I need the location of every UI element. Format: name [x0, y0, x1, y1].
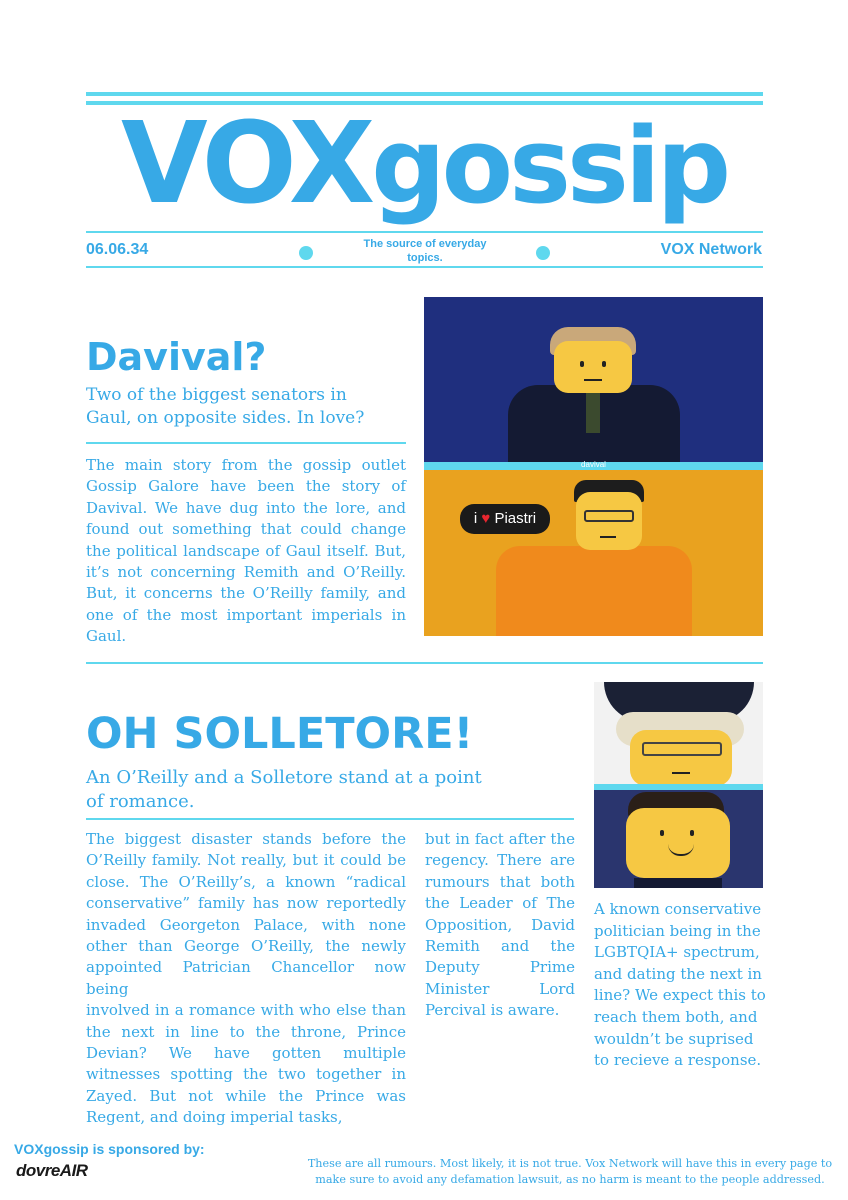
figure2-mouth — [600, 536, 616, 538]
story2-side-line: wouldn’t be suprised — [594, 1029, 754, 1048]
image-top-panel — [424, 297, 763, 462]
story2-col1-line: The biggest disaster stands before the — [86, 830, 406, 848]
story2-col1-line: the next in line to the throne, Prince — [86, 1022, 406, 1041]
story1-headline: Davival? — [86, 335, 267, 379]
top-rule-1 — [86, 92, 763, 96]
figure-eye — [602, 361, 606, 367]
story1-line: Gaul. — [86, 627, 127, 646]
story2-col2-line: Opposition, David — [425, 915, 575, 934]
story2-side-line: line? We expect this to — [594, 986, 766, 1005]
story2-deck-line1: An O’Reilly and a Solletore stand at a point — [86, 767, 482, 788]
figure4-eye — [690, 830, 694, 836]
story2-deck — [86, 766, 482, 814]
figure-tie — [586, 393, 600, 433]
figure-eye — [580, 361, 584, 367]
meta-dot-right — [536, 246, 550, 260]
image2-top-panel — [594, 682, 763, 784]
figure2-shirt — [496, 546, 692, 636]
story2-col2-line: Remith and the — [425, 937, 575, 956]
figure-head — [554, 341, 632, 393]
story2-col1 — [86, 829, 406, 1129]
story2-side-line: reach them both, and — [594, 1007, 758, 1026]
story1-line: the political landscape of Gaul itself. But, — [86, 541, 406, 560]
tagline — [350, 237, 500, 265]
network-name: VOX Network — [660, 241, 762, 258]
story2-col1-line: Devian? We have gotten multiple — [86, 1044, 406, 1063]
story2-side-line: and dating the next in — [594, 964, 762, 983]
figure4-eye — [660, 830, 664, 836]
story2-side-line: politician being in the — [594, 921, 761, 940]
story1-deck — [86, 384, 364, 430]
story1-body — [86, 455, 406, 648]
bubble-prefix: i — [473, 510, 478, 527]
story2-col1-line: involved in a romance with who else than — [86, 1001, 406, 1020]
sponsor-logo: dovreAIR — [16, 1161, 88, 1180]
disclaimer-line2: make sure to avoid any defamation lawsuit, as no harm is meant to the people addressed. — [315, 1173, 825, 1186]
story2-headline: OH SOLLETORE! — [86, 709, 474, 759]
figure4-head — [626, 808, 730, 878]
story2-col1-line: Regent, and doing imperial tasks, — [86, 1108, 343, 1127]
story2-rule — [86, 818, 574, 820]
story2-col1-line: other than George O’Reilly, the newly — [86, 937, 406, 956]
story2-col2-line: Percival is aware. — [425, 1001, 560, 1020]
story1-deck-line1: Two of the biggest senators in — [86, 385, 347, 405]
story1-rule — [86, 442, 406, 444]
bubble-text: Piastri — [494, 510, 537, 527]
story1-line: one of the most important imperials in — [86, 605, 406, 624]
image-bottom-panel — [424, 470, 763, 636]
tagline-line2: topics. — [407, 252, 443, 264]
story1-line: Gossip Galore have been the story of — [86, 477, 406, 496]
story1-line: Davival. We have dug into the lore, and — [86, 498, 406, 517]
figure-mouth — [584, 379, 602, 381]
meta-rule-top — [86, 231, 763, 233]
story2-side-line: A known conservative — [594, 900, 762, 918]
section-divider — [86, 662, 763, 664]
story2-col2-line: regency. There are — [425, 851, 575, 870]
story2-col1-line: appointed Patrician Chancellor now being — [86, 958, 406, 998]
story2-col1-line: O’Reilly family. Not really, but it could be — [86, 851, 406, 870]
story1-image — [424, 297, 763, 636]
heart-icon: ♥ — [481, 510, 491, 527]
story2-side-line: to recieve a response. — [594, 1051, 762, 1070]
figure4-collar — [634, 878, 722, 888]
story2-col1-line: witnesses spotting the two together in — [86, 1065, 406, 1084]
story1-line: But, it concerns the O’Reilly family, and — [86, 584, 406, 603]
story2-side-line: LGBTQIA+ spectrum, — [594, 943, 760, 962]
disclaimer — [300, 1156, 840, 1188]
story1-deck-line2: Gaul, on opposite sides. In love? — [86, 408, 365, 428]
story2-col2-line: rumours that both — [425, 872, 575, 891]
issue-date: 06.06.34 — [86, 241, 149, 258]
story2-deck-line2: of romance. — [86, 791, 195, 812]
story1-line: it’s not concerning Remith and O’Reilly. — [86, 563, 406, 582]
story2-image — [594, 682, 763, 888]
story2-col1-line: conservative” family has now reportedly — [86, 894, 406, 913]
story2-col1-line: close. The O’Reilly’s, a known “radical — [86, 872, 406, 891]
story2-col2 — [425, 829, 575, 1022]
story2-col2-line: the Leader of The — [425, 894, 575, 913]
story1-line: The main story from the gossip outlet — [86, 456, 406, 474]
sponsor-label: VOXgossip is sponsored by: — [14, 1141, 205, 1157]
meta-rule-bottom — [86, 266, 763, 268]
tagline-line1: The source of everyday — [363, 238, 487, 250]
story2-col1-line: invaded Georgeton Palace, with none — [86, 915, 406, 934]
story2-sidebar — [594, 899, 774, 1072]
image-label: davival — [581, 460, 606, 469]
speech-bubble — [460, 504, 550, 534]
meta-dot-left — [299, 246, 313, 260]
story2-col2-line: Minister Lord — [425, 979, 575, 998]
figure3-glasses — [642, 742, 722, 756]
image2-bottom-panel — [594, 790, 763, 888]
story2-col2-line: but in fact after the — [425, 830, 575, 848]
masthead-gossip: gossip — [371, 105, 728, 227]
masthead — [0, 99, 848, 229]
figure3-mouth — [672, 772, 690, 774]
masthead-vox: VOX — [120, 99, 372, 229]
story2-col1-line: Zayed. But not while the Prince was — [86, 1086, 406, 1105]
figure3-head — [630, 730, 732, 786]
story1-line: found out something that could change — [86, 520, 406, 539]
disclaimer-line1: These are all rumours. Most likely, it is not true. Vox Network will have this in every page to — [307, 1157, 833, 1170]
figure2-glasses — [584, 510, 634, 522]
story2-col2-line: Deputy Prime — [425, 958, 575, 977]
